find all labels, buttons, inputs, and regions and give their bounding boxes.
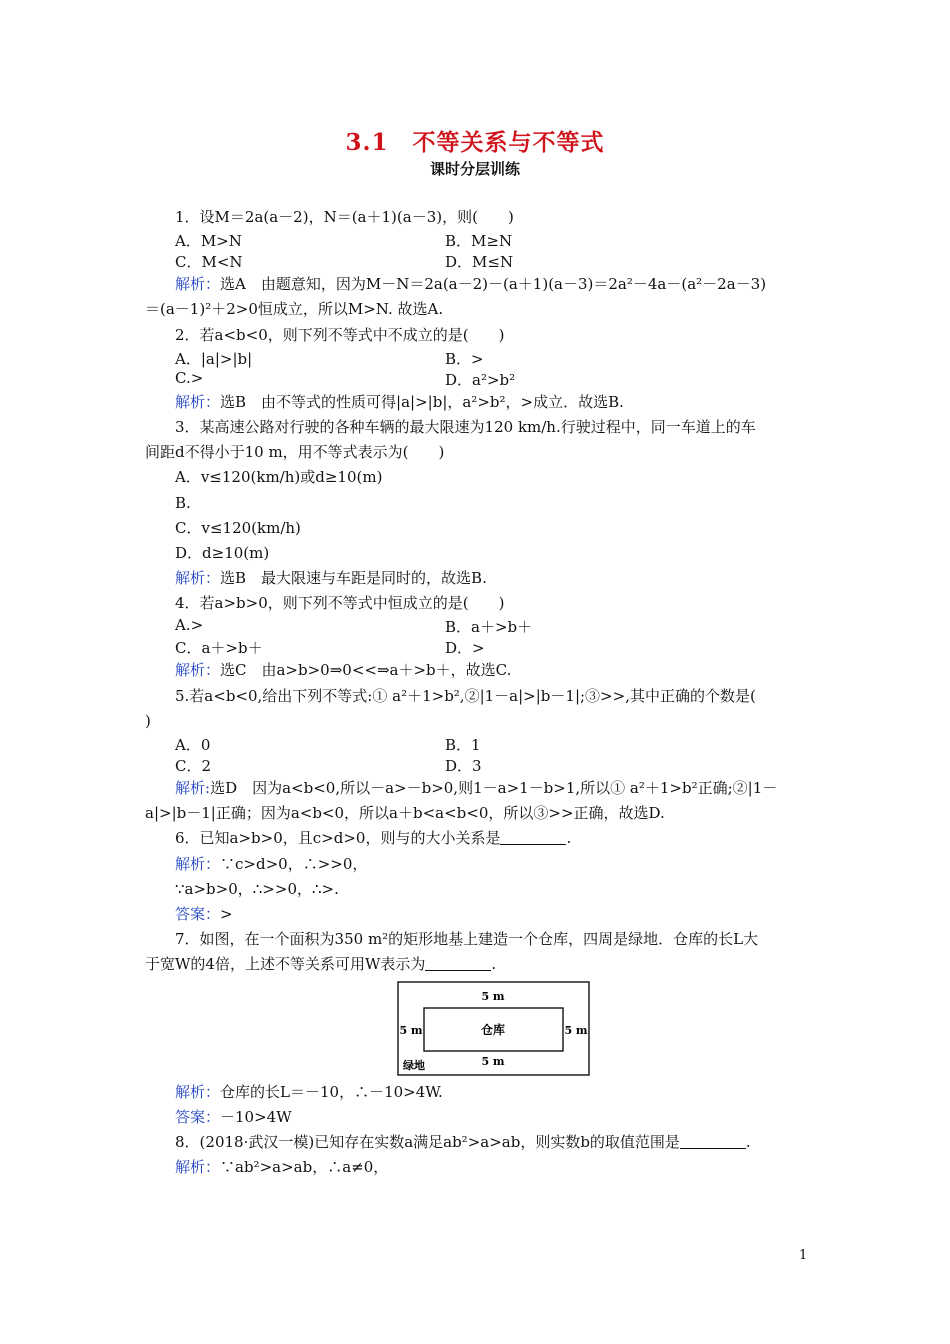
solution-text: ∵c>d>0，∴>>0， [220,854,368,873]
option-a: A.> [175,616,204,635]
page-number: 1 [799,1248,808,1263]
option-c: C．M<N [175,253,243,272]
question-text: 6．已知a>b>0，且c>d>0，则与的大小关系是 [175,829,501,848]
solution-8 [145,1155,805,1180]
option-a: A．|a|>|b| [175,349,253,368]
page-subtitle: 课时分层训练 [429,160,520,178]
question-4-options [145,616,805,637]
solution-text: 选B 最大限速与车距是同时的，故选B. [220,569,487,588]
option-a: A．M>N [175,232,242,251]
answer-blank [425,956,491,971]
option-a: A．0 [175,736,211,754]
solution-label: 解析： [175,392,221,411]
question-6 [145,826,805,851]
option-c: C．a＋>b＋ [175,639,263,658]
solution-1 [145,272,805,297]
option-d: D．d≥10(m) [175,543,270,562]
question-5: 5.若a<b<0,给出下列不等式:① a²＋1>b²,②|1－a|>|b－1|;③>>,其中正确的个数是( [175,686,756,705]
answer-label: 答案： [175,904,221,923]
page-title: 3.1 不等关系与不等式 [345,129,605,156]
question-4-options-2 [145,637,805,658]
left-margin-label: 5 m [399,1023,423,1037]
solution-label: 解析： [175,1158,221,1177]
question-text: 8．(2018·武汉一模)已知存在实数a满足ab²>a>ab，则实数b的取值范围是 [175,1132,680,1151]
greenland-label: 绿地 [403,1058,425,1072]
question-4: 4．若a>b>0，则下列不等式中恒成立的是( ) [175,594,505,613]
option-b: B．> [445,349,484,368]
question-7: 7．如图，在一个面积为350 m²的矩形地基上建造一个仓库，四周是绿地．仓库的长L大 [175,930,759,949]
option-b: B．a＋>b＋ [445,618,533,637]
question-8 [145,1130,805,1155]
solution-label: 解析: [175,779,211,797]
question-1-options [145,230,805,251]
solution-3 [145,566,805,591]
answer-blank [680,1134,746,1149]
option-b: B．M≥N [445,232,513,251]
question-1-options-2 [145,251,805,272]
solution-2 [145,390,805,415]
warehouse-figure [145,981,805,1078]
solution-text: ∵ab²>a>ab，∴a≠0， [220,1158,389,1177]
question-5-cont: ) [145,711,151,730]
option-b: B．1 [445,736,481,754]
solution-label: 解析： [175,854,221,873]
answer-label: 答案： [175,1107,221,1126]
document-body [145,205,805,1180]
question-5-options-2 [145,755,805,776]
solution-6-cont: ∵a>b>0，∴>>0，∴>. [175,879,339,898]
question-1: 1．设M＝2a(a－2)，N＝(a＋1)(a－3)，则( ) [175,208,514,226]
option-c: C．2 [175,757,212,775]
warehouse-label: 仓库 [480,1022,506,1037]
question-2-options [145,348,805,369]
option-d: D．a²>b² [445,370,516,389]
solution-text: 选B 由不等式的性质可得|a|>|b|，a²>b²，>成立．故选B. [220,392,624,411]
option-a: A．v≤120(km/h)或d≥10(m) [175,468,383,487]
answer-6 [145,902,805,927]
solution-text: 仓库的长L＝－10，∴－10>4W. [220,1082,443,1101]
solution-label: 解析： [175,661,221,680]
question-3: 3．某高速公路对行驶的各种车辆的最大限速为120 km/h.行驶过程中，同一车道上的车 [175,417,756,436]
question-5-options [145,734,805,755]
solution-label: 解析： [175,275,221,294]
solution-4 [145,658,805,683]
answer-text: －10>4W [220,1107,292,1126]
bottom-margin-label: 5 m [481,1054,505,1068]
solution-7 [145,1080,805,1105]
question-text: 于宽W的4倍，上述不等关系可用W表示为 [145,955,426,974]
answer-7 [145,1105,805,1130]
solution-label: 解析： [175,569,221,588]
question-7-cont [145,952,805,977]
solution-label: 解析： [175,1082,221,1101]
right-margin-label: 5 m [564,1023,588,1037]
option-d: D．M≤N [445,253,514,272]
solution-1-cont: ＝(a－1)²＋2>0恒成立，所以M>N. 故选A. [145,300,444,319]
option-d: D．3 [445,757,482,775]
option-c: C．v≤120(km/h) [175,518,301,537]
warehouse-diagram [397,981,590,1076]
question-end: . [566,829,572,848]
answer-blank [500,830,566,845]
question-2: 2．若a<b<0，则下列不等式中不成立的是( ) [175,325,505,344]
answer-text: > [220,904,233,923]
solution-6 [145,852,805,877]
option-c: C.> [175,368,204,387]
top-margin-label: 5 m [481,989,505,1003]
solution-5 [145,776,805,801]
solution-text: 选C 由a>b>0⇒0<<⇒a＋>b＋，故选C. [220,661,512,680]
solution-text: 选A 由题意知，因为M－N＝2a(a－2)－(a＋1)(a－3)＝2a²－4a－(a²－2a－3) [220,275,767,294]
question-2-options-2 [145,369,805,390]
option-b: B. [175,493,191,512]
option-d: D．> [445,639,485,658]
question-3-cont: 间距d不得小于10 m，用不等式表示为( ) [145,443,445,462]
question-end: . [745,1132,751,1151]
question-end: . [491,955,497,974]
solution-text: 选D 因为a<b<0,所以－a>－b>0,则1－a>1－b>1,所以① a²＋1>b²正确;②|1－ [210,779,778,797]
solution-5-cont: a|>|b－1|正确；因为a<b<0，所以a＋b<a<b<0，所以③>>正确，故选D. [145,804,665,823]
